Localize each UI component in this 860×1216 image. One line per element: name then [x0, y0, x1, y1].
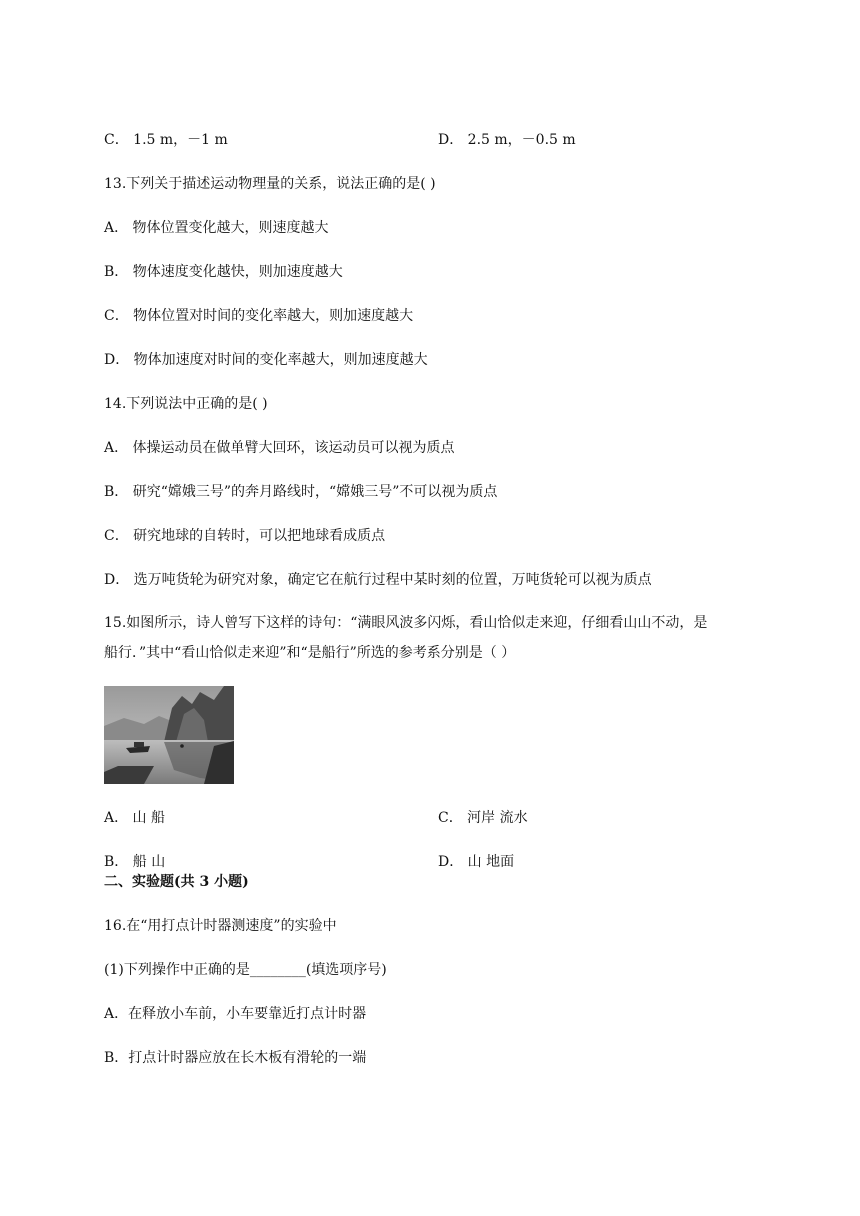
q13-stem: 13.下列关于描述运动物理量的关系，说法正确的是( ) — [104, 176, 436, 192]
q15-option-b: B． 船 山 — [104, 854, 166, 870]
q15-option-c: C． 河岸 流水 — [438, 810, 528, 826]
section-heading-experiment: 二、实验题(共 3 小题) — [104, 874, 249, 890]
q16-part1: (1)下列操作中正确的是________(填选项序号) — [104, 962, 387, 978]
q14-stem: 14.下列说法中正确的是( ) — [104, 396, 268, 412]
q15-stem-line2: 船行．”其中“看山恰似走来迎”和“是船行”所选的参考系分别是（ ） — [104, 645, 516, 661]
q14-option-b: B． 研究“嫦娥三号”的奔月路线时，“嫦娥三号”不可以视为质点 — [104, 484, 498, 500]
q15-stem-line1: 15.如图所示，诗人曾写下这样的诗句：“满眼风波多闪烁，看山恰似走来迎，仔细看山山不动，是 — [104, 615, 708, 631]
q13-option-b: B． 物体速度变化越快，则加速度越大 — [104, 264, 343, 280]
river-mountain-illustration — [104, 686, 234, 784]
q14-option-c: C． 研究地球的自转时，可以把地球看成质点 — [104, 528, 386, 544]
q16-stem: 16.在“用打点计时器测速度”的实验中 — [104, 918, 337, 934]
q13-option-c: C． 物体位置对时间的变化率越大，则加速度越大 — [104, 308, 414, 324]
q13-option-d: D． 物体加速度对时间的变化率越大，则加速度越大 — [104, 352, 428, 368]
river-mountain-photo — [104, 686, 234, 784]
q13-option-a: A． 物体位置变化越大，则速度越大 — [104, 220, 329, 236]
q14-option-a: A． 体操运动员在做单臂大回环，该运动员可以视为质点 — [104, 440, 455, 456]
q16-option-a: A．在释放小车前，小车要靠近打点计时器 — [104, 1006, 367, 1022]
q15-option-d: D． 山 地面 — [438, 854, 515, 870]
q12-option-c: C． 1.5 m，－1 m — [104, 132, 228, 148]
q12-option-d: D． 2.5 m，－0.5 m — [438, 132, 576, 148]
q14-option-d: D． 选万吨货轮为研究对象，确定它在航行过程中某时刻的位置，万吨货轮可以视为质点 — [104, 572, 652, 588]
q15-option-a: A． 山 船 — [104, 810, 166, 826]
q16-option-b: B．打点计时器应放在长木板有滑轮的一端 — [104, 1050, 367, 1066]
